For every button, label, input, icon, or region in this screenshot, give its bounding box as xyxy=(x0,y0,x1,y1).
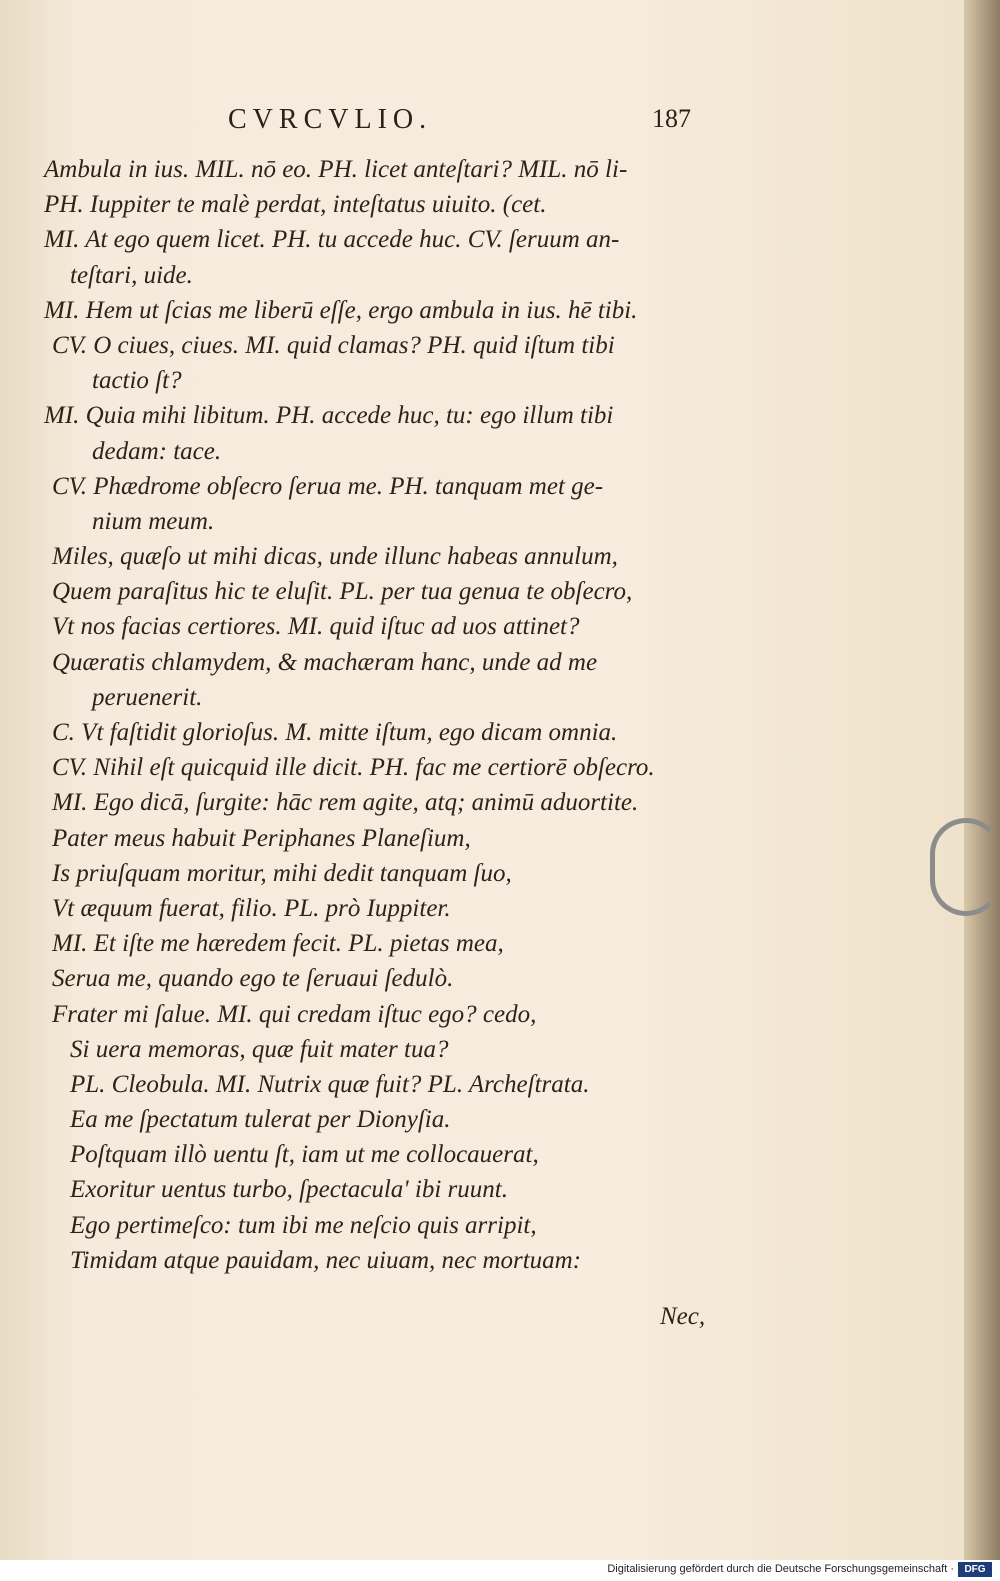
text-line: Vt nos facias certiores. MI. quid iſtuc ad uos attinet? xyxy=(52,613,580,641)
text-line: Vt æquum fuerat, filio. PL. prò Iuppiter. xyxy=(52,894,451,922)
book-edge xyxy=(964,0,1000,1560)
text-line: tactio ſt? xyxy=(92,367,182,395)
text-line: Ego pertimeſco: tum ibi me neſcio quis arripit, xyxy=(70,1211,537,1239)
text-line: Miles, quæſo ut mihi dicas, unde illunc habeas annulum, xyxy=(52,543,618,571)
text-line: Ea me ſpectatum tulerat per Dionyſia. xyxy=(70,1106,451,1134)
page-number: 187 xyxy=(652,104,691,133)
text-line: Timidam atque pauidam, nec uiuam, nec mortuam: xyxy=(70,1246,582,1274)
page-clip xyxy=(930,818,1000,916)
text-line: PH. Iuppiter te malè perdat, inteſtatus uiuito. (cet. xyxy=(44,191,547,219)
text-line: MI. Ego dicā, ſurgite: hāc rem agite, atq; animū aduortite. xyxy=(52,789,639,817)
text-line: dedam: tace. xyxy=(92,437,222,465)
text-line: CV. O ciues, ciues. MI. quid clamas? PH. quid iſtum tibi xyxy=(52,331,615,359)
text-line: MI. Quia mihi libitum. PH. accede huc, tu: ego illum tibi xyxy=(44,402,614,430)
digitization-footer xyxy=(0,1560,1000,1581)
text-line: Quæratis chlamydem, & machæram hanc, unde ad me xyxy=(52,648,598,676)
text-line: Si uera memoras, quæ fuit mater tua? xyxy=(70,1035,449,1063)
text-line: Serua me, quando ego te ſeruaui ſedulò. xyxy=(52,965,454,993)
text-line: MI. At ego quem licet. PH. tu accede huc. CV. ſeruum an- xyxy=(44,226,620,254)
text-block xyxy=(44,152,744,1278)
text-line: teſtari, uide. xyxy=(70,261,193,289)
page-header xyxy=(0,104,964,144)
funding-note: Digitalisierung gefördert durch die Deutsche Forschungsgemeinschaft · xyxy=(607,1563,954,1575)
text-line: nium meum. xyxy=(92,507,215,535)
running-title: CVRCVLIO. xyxy=(228,104,433,135)
text-line: Pater meus habuit Periphanes Planeſium, xyxy=(52,824,471,852)
text-line: Quem paraſitus hic te eluſit. PL. per tua genua te obſecro, xyxy=(52,578,633,606)
text-line: MI. Et iſte me hæredem fecit. PL. pietas mea, xyxy=(52,930,504,958)
text-line: MI. Hem ut ſcias me liberū eſſe, ergo ambula in ius. hē tibi. xyxy=(44,296,638,324)
text-line: Poſtquam illò uentu ſt, iam ut me collocauerat, xyxy=(70,1141,539,1169)
text-line: peruenerit. xyxy=(92,683,203,711)
text-line: Frater mi ſalue. MI. qui credam iſtuc ego? cedo, xyxy=(52,1000,537,1028)
dfg-logo: DFG xyxy=(958,1562,992,1577)
text-line: PL. Cleobula. MI. Nutrix quæ fuit? PL. Archeſtrata. xyxy=(70,1070,590,1098)
text-line: Is priuſquam moritur, mihi dedit tanquam ſuo, xyxy=(52,859,512,887)
text-line: Exoritur uentus turbo, ſpectacula' ibi ruunt. xyxy=(70,1176,508,1204)
text-line: Ambula in ius. MIL. nō eo. PH. licet anteſtari? MIL. nō li- xyxy=(44,156,628,183)
text-line: C. Vt faſtidit glorioſus. M. mitte iſtum, ego dicam omnia. xyxy=(52,719,618,746)
catchword: Nec, xyxy=(660,1303,706,1330)
text-line: CV. Nihil eſt quicquid ille dicit. PH. fac me certiorē obſecro. xyxy=(52,754,655,782)
text-line: CV. Phædrome obſecro ſerua me. PH. tanquam met ge- xyxy=(52,472,604,500)
